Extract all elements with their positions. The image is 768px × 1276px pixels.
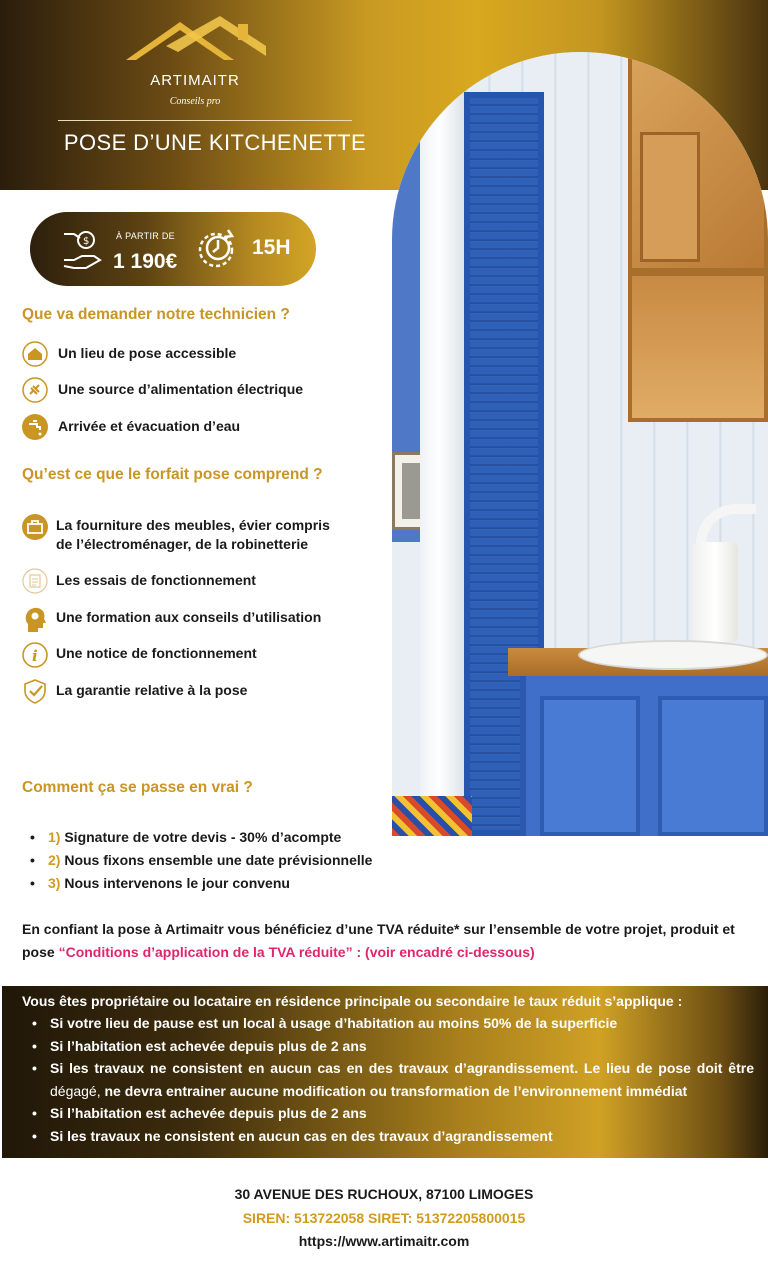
brand-name: ARTIMAITR — [150, 72, 240, 89]
step-number: 2) — [48, 852, 61, 868]
requirement-item: Un lieu de pose accessible — [58, 345, 237, 361]
plug-icon — [22, 377, 48, 403]
header-divider — [58, 120, 352, 121]
step-text: Nous intervenons le jour convenu — [64, 875, 290, 891]
process-steps — [28, 826, 372, 895]
process-heading: Comment ça se passe en vrai ? — [22, 779, 253, 796]
svg-text:i: i — [32, 647, 38, 665]
vat-condition: • Si l’habitation est achevée depuis plus de 2 ans — [28, 1035, 754, 1058]
brand-tagline: Conseils pro — [169, 96, 221, 107]
vat-condition-text-plain: dégagé, — [50, 1082, 101, 1099]
svg-text:$: $ — [83, 236, 90, 247]
vat-conditions-list — [28, 1012, 754, 1147]
info-icon — [22, 642, 48, 668]
footer-siren: SIREN: 513722058 SIRET: 51372205800015 — [242, 1210, 526, 1226]
step-number: 3) — [48, 875, 61, 891]
vat-condition: • Si l’habitation est achevée depuis plus de 2 ans — [28, 1102, 754, 1125]
package-item: Une formation aux conseils d’utilisation — [56, 609, 322, 625]
vat-condition: • Si votre lieu de pause est un local à usage d’habitation au moins 50% de la superficie — [28, 1012, 754, 1035]
package-item-line2: de l’électroménager, de la robinetterie — [56, 536, 309, 552]
vat-condition: • Si les travaux ne consistent en aucun cas en des travaux d’agrandissement — [28, 1125, 754, 1148]
price-from-label: À PARTIR DE — [116, 231, 175, 241]
package-heading: Qu’est ce que le forfait pose comprend ? — [22, 466, 323, 483]
step-text: Signature de votre devis - 30% d’acompte — [64, 829, 342, 845]
faucet-icon — [22, 414, 48, 440]
price-amount: 1 190€ — [113, 250, 178, 273]
process-step — [28, 872, 372, 895]
head-idea-icon — [22, 604, 48, 634]
money-hand-icon — [62, 226, 106, 274]
requirement-item: Une source d’alimentation électrique — [58, 381, 304, 397]
requirement-item: Arrivée et évacuation d’eau — [58, 418, 241, 434]
process-step — [28, 826, 372, 849]
page-title: POSE D’UNE KITCHENETTE — [63, 130, 367, 155]
vat-info-text: En confiant la pose à Artimaitr vous bénéficiez d’une TVA réduite* sur l’ensemble de votre projet, produit et pose — [22, 921, 735, 960]
vat-condition — [28, 1057, 754, 1102]
duration-value: 15H — [252, 236, 291, 259]
requirements-heading: Que va demander notre technicien ? — [22, 306, 290, 323]
footer-website-link[interactable]: https://www.artimaitr.com — [298, 1233, 470, 1249]
roof-logo-icon — [126, 16, 266, 64]
step-number: 1) — [48, 829, 61, 845]
footer-address: 30 AVENUE DES RUCHOUX, 87100 LIMOGES — [234, 1186, 534, 1202]
package-item: Une notice de fonctionnement — [56, 645, 257, 661]
kitchen-photo — [392, 52, 768, 836]
vat-conditions-link: “Conditions d’application de la TVA réduite” : (voir encadré ci-dessous) — [58, 944, 535, 960]
package-item: La fourniture des meubles, évier compris — [56, 517, 330, 533]
clock-icon — [192, 224, 240, 272]
toolbox-icon — [22, 514, 48, 540]
process-step — [28, 849, 372, 872]
vat-condition-text: Si les travaux ne consistent en aucun cas en des travaux d’agrandissement. Le lieu de pose doit être — [50, 1060, 754, 1076]
package-item: La garantie relative à la pose — [56, 682, 248, 698]
vat-info-paragraph — [22, 918, 750, 964]
vat-condition-text-rest: ne devra entrainer aucune modification ou transformation de l’environnement immédiat — [100, 1082, 688, 1099]
house-icon — [22, 341, 48, 367]
test-icon — [22, 568, 48, 594]
check-shield-icon — [22, 678, 48, 704]
step-text: Nous fixons ensemble une date prévisionnelle — [64, 852, 373, 868]
vat-intro: Vous êtes propriétaire ou locataire en résidence principale ou secondaire le taux réduit s’applique : — [22, 993, 683, 1009]
package-item: Les essais de fonctionnement — [56, 572, 256, 588]
